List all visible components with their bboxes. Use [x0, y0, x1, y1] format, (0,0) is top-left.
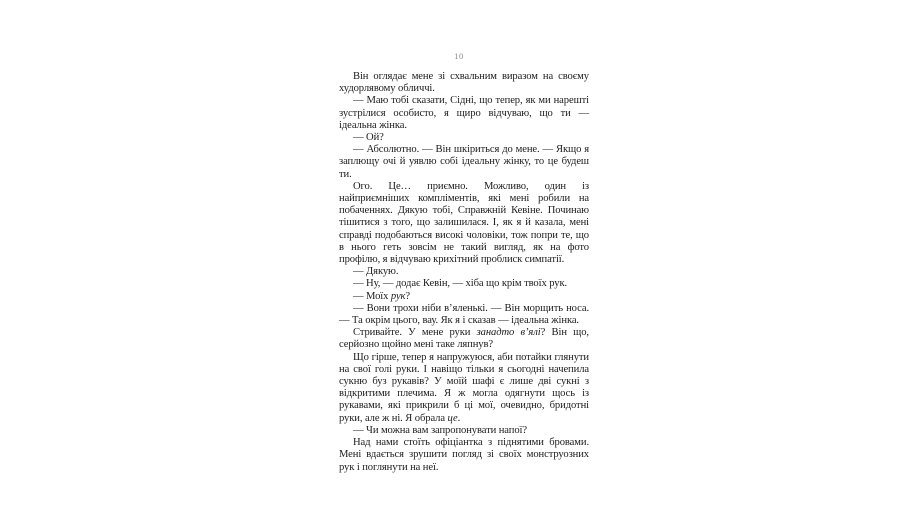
italic-text: рук: [390, 290, 406, 302]
paragraph: [339, 132, 589, 144]
paragraph: [339, 144, 589, 181]
text-segment: — Маю тобі сказати, Сідні, що тепер, як ми нарешті зустрілися особисто, я щиро відчуваю, що ти — ідеальна жінка.: [339, 95, 589, 131]
text-segment: Ого. Це… приємно. Можливо, один із найприємніших компліментів, які мені робили на побаченнях. Дякую тобі, Справжній Кевіне. Починаю тішитися з того, що залишилася. І, як я й казала, мені справді подобаються високі чоловіки, тож попри те, що в нього геть зовсім не такий вигляд, як на фото профілю, я відчуваю крихітний проблиск симпатії.: [339, 180, 589, 266]
text-segment: — Вони трохи ніби в’яленькі. — Він морщить носа. — Та окрім цього, вау. Як я і сказав — ідеальна жінка.: [339, 302, 589, 327]
italic-text: це: [447, 412, 458, 424]
paragraph: [339, 95, 589, 132]
paragraph: [339, 291, 589, 303]
paragraph: [339, 181, 589, 266]
paragraph: [339, 71, 589, 95]
text-segment: — Моїх: [353, 290, 391, 302]
text-segment: ?: [405, 290, 411, 302]
text-segment: — Дякую.: [353, 266, 399, 278]
paragraph: [339, 278, 589, 290]
paragraph: [339, 266, 589, 278]
page-number: 10: [454, 51, 464, 61]
text-segment: Він оглядає мене зі схвальним виразом на своєму худорлявому обличчі.: [339, 71, 589, 95]
text-segment: — Ой?: [353, 132, 384, 144]
paragraph: [339, 352, 589, 425]
paragraph: [339, 303, 589, 327]
text-segment: .: [457, 412, 461, 424]
text-segment: ? Він що, серйозно щойно мені таке ляпнув?: [339, 327, 589, 351]
paragraph: [339, 437, 589, 474]
text-segment: Стривайте. У мене руки: [353, 327, 477, 339]
paragraph: [339, 425, 589, 437]
text-segment: Над нами стоїть офіціантка з піднятими бровами. Мені вдається зрушити погляд зі своїх монструозних рук і поглянути на неї.: [339, 437, 589, 473]
paragraph: [339, 327, 589, 351]
text-segment: Що гірше, тепер я напружуюся, аби потайки глянути на свої голі руки. І навіщо тільки я сьогодні начепила сукню буз рукавів? У моїй шафі є лише дві сукні з відкритими плечима. Я ж могла одягнути щось із рукавами, які прикрили б ці мої, очевидно, бридотні руки, але ж ні. Я обрала: [339, 351, 589, 424]
text-segment: — Чи можна вам запропонувати напої?: [353, 424, 527, 436]
text-segment: — Ну, — додає Кевін, — хіба що крім твоїх рук.: [353, 278, 568, 290]
text-segment: — Абсолютно. — Він шкіриться до мене. — Якщо я заплющу очі й уявлю собі ідеальну жінку, то це будеш ти.: [339, 144, 589, 180]
text-column: [339, 71, 589, 474]
italic-text: занадто в’ялі: [476, 327, 541, 339]
